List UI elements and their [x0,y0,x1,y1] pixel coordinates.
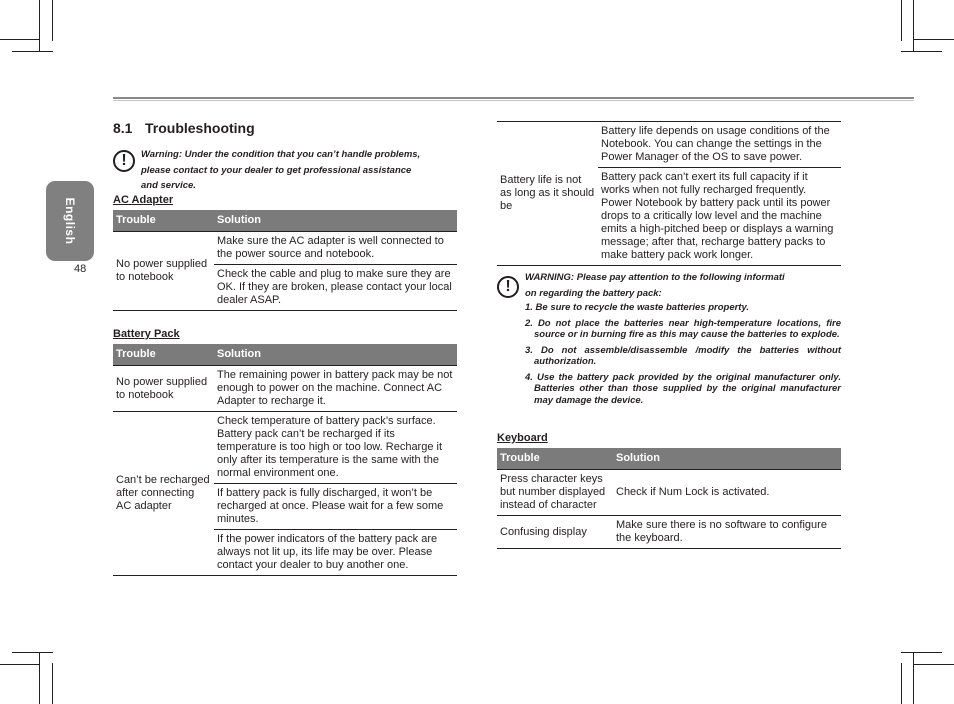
trouble-cell: Confusing display [497,516,613,549]
section-title [113,120,255,136]
crop-mark [0,664,40,665]
crop-mark [52,0,53,41]
table-header [113,210,457,232]
table-row [497,470,841,516]
language-tab-label: English [63,197,77,245]
table-row [113,366,457,412]
crop-mark [12,652,53,653]
crop-mark [901,652,942,653]
crop-mark [913,0,914,51]
crop-mark [901,663,902,704]
header-rule-thin [113,100,914,101]
crop-mark [12,51,53,52]
battery-pack-table [113,344,457,576]
solution-cell: Check temperature of battery pack’s surface. Battery pack can’t be recharged if its temperature is too high or too low. Recharge it only after its temperature is the same with the normal environment one. [214,412,457,484]
crop-mark [39,652,40,704]
exclamation-icon: ! [113,150,135,172]
table-row [497,122,841,168]
exclamation-icon: ! [497,276,519,298]
page-number: 48 [74,263,87,275]
list-item: 3. Do not assemble/disassemble /modify the batteries without authorization. [525,344,841,367]
trouble-cell: No power supplied to notebook [113,232,214,311]
keyboard-heading: Keyboard [497,432,548,444]
warning-line: on regarding the battery pack: [525,288,662,299]
list-item: 4. Use the battery pack provided by the original manufacturer only. Batteries other than those supplied by the original manufacturer may damage the device. [525,371,841,406]
solution-cell: Make sure there is no software to configure the keyboard. [613,516,841,549]
language-tab [46,181,94,261]
crop-mark [39,0,40,51]
solution-cell: Check the cable and plug to make sure they are OK. If they are broken, please contact your local dealer ASAP. [214,265,457,311]
col-solution: Solution [214,344,457,366]
trouble-cell: No power supplied to notebook [113,366,214,412]
battery-warning-list [497,302,841,410]
ac-adapter-table [113,210,457,311]
list-item: 1. Be sure to recycle the waste batteries property. [525,302,750,313]
solution-cell: If battery pack is fully discharged, it won’t be recharged at once. Please wait for a few some minutes. [214,484,457,530]
col-trouble: Trouble [113,210,214,232]
table-row [113,412,457,484]
crop-mark [0,39,40,40]
battery-pack-heading: Battery Pack [113,328,180,340]
solution-cell: Check if Num Lock is activated. [613,470,841,516]
crop-mark [913,664,954,665]
col-trouble: Trouble [497,448,613,470]
ac-adapter-heading: AC Adapter [113,194,174,206]
crop-mark [913,652,914,704]
keyboard-table [497,448,841,549]
trouble-cell: Can’t be recharged after connecting AC adapter [113,412,214,576]
trouble-cell: Battery life is not as long as it should be [497,122,598,266]
warning-line: and service. [141,180,196,191]
solution-cell: Battery pack can’t exert its full capacity if it works when not fully recharged frequently. Power Notebook by battery pack until its power drops to a critically low level and the machine emits a high-pitched beep or displays a warning message; after that, recharge battery packs to make battery pack work longer. [598,168,841,266]
warning-line: Warning: Under the condition that you can’t handle problems, [141,149,421,160]
col-trouble: Trouble [113,344,214,366]
solution-cell: Battery life depends on usage conditions of the Notebook. You can change the settings in the Power Manager of the OS to save power. [598,122,841,168]
table-header [497,448,841,470]
battery-life-table [497,121,841,266]
table-row [113,232,457,265]
table-row [497,516,841,549]
warning-line: WARNING: Please pay attention to the following informati [525,272,785,283]
list-item: 2. Do not place the batteries near high-temperature locations, fire source or in burning fire as this may cause the batteries to explode. [525,317,841,340]
table-header [113,344,457,366]
crop-mark [901,51,942,52]
header-rule [113,97,914,99]
section-title-text: Troubleshooting [145,120,255,136]
battery-warning-note [525,270,845,302]
trouble-cell: Press character keys but number displayed instead of character [497,470,613,516]
col-solution: Solution [613,448,841,470]
crop-mark [52,663,53,704]
crop-mark [913,39,954,40]
solution-cell: The remaining power in battery pack may be not enough to power on the machine. Connect AC Adapter to recharge it. [214,366,457,412]
section-number: 8.1 [113,120,133,136]
solution-cell: Make sure the AC adapter is well connected to the power source and notebook. [214,232,457,265]
col-solution: Solution [214,210,457,232]
warning-note [141,147,461,194]
warning-line: please contact to your dealer to get professional assistance [141,164,412,176]
solution-cell: If the power indicators of the battery pack are always not lit up, its life may be over. Please contact your dealer to buy another one. [214,530,457,576]
crop-mark [901,0,902,41]
